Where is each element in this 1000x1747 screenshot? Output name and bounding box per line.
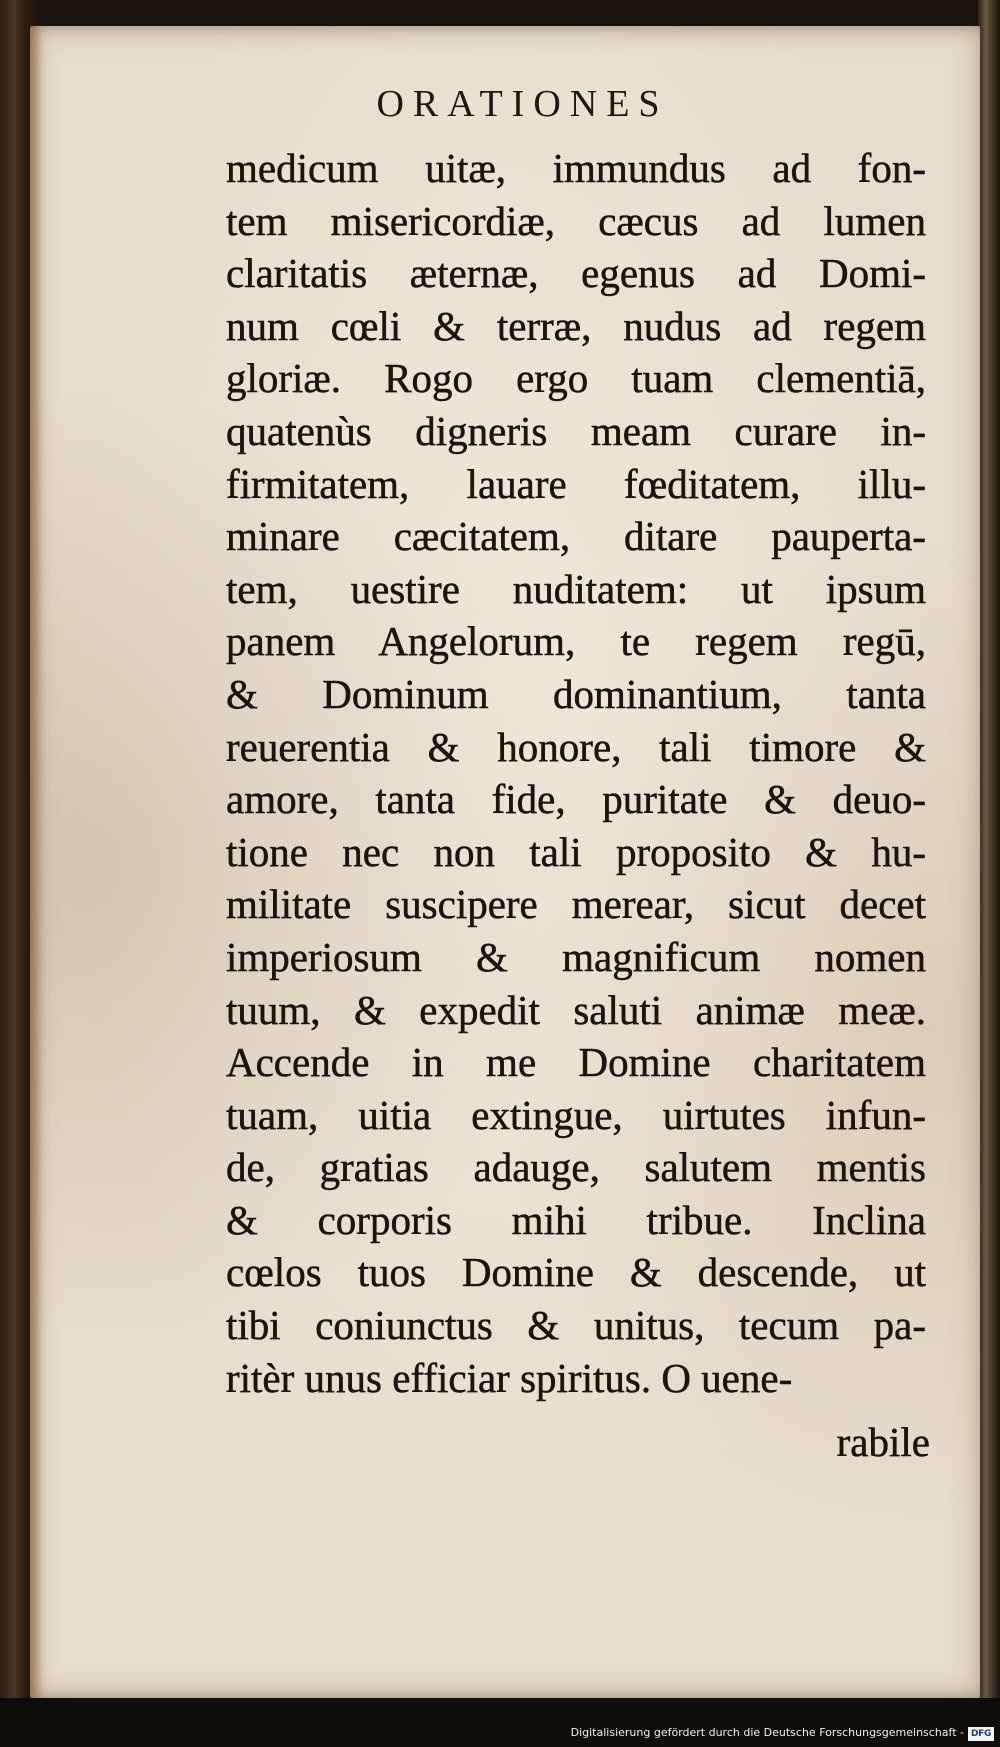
text-line: amore, tanta fide, puritate & deuo- [226, 776, 926, 823]
text-line: medicum uitæ, immundus ad fon- [226, 145, 926, 191]
text-line: tem misericordiæ, cæcus ad lumen [226, 197, 926, 244]
text-line: de, gratias adauge, salutem mentis [226, 1144, 926, 1191]
catchword: rabile [836, 1419, 930, 1465]
page-gutter-shadow [30, 26, 42, 1698]
text-line: firmitatem, lauare fœditatem, illu- [226, 460, 926, 507]
dfg-logo: DFG [968, 1727, 994, 1741]
text-line: tem, uestire nuditatem: ut ipsum [226, 565, 926, 612]
text-line: tuum, & expedit saluti animæ meæ. [226, 986, 926, 1033]
digitization-credit: Digitalisierung gefördert durch die Deutsche Forschungsgemeinschaft - [570, 1726, 964, 1739]
text-line: quatenùs digneris meam curare in- [226, 407, 926, 454]
text-line: tibi coniunctus & unitus, tecum pa- [226, 1302, 926, 1349]
text-line: cœlos tuos Domine & descende, ut [226, 1249, 926, 1296]
text-line: tione nec non tali proposito & hu- [226, 828, 926, 875]
text-line: ritèr unus efficiar spiritus. O uene- [226, 1354, 793, 1401]
page-stack-edge [978, 0, 1000, 1747]
digitization-footer-band [0, 1698, 1000, 1747]
body-text [226, 142, 926, 1404]
text-line: panem Angelorum, te regem regū, [226, 618, 926, 665]
text-line: imperiosum & magnificum nomen [226, 933, 926, 980]
text-line: Accende in me Domine charitatem [226, 1039, 926, 1086]
text-line: reuerentia & honore, tali timore & [226, 723, 926, 770]
text-line: & Dominum dominantium, tanta [226, 670, 926, 717]
text-line: claritatis æternæ, egenus ad Domi- [226, 250, 926, 297]
text-line: & corporis mihi tribue. Inclina [226, 1196, 926, 1243]
text-line: minare cæcitatem, ditare pauperta- [226, 513, 926, 560]
text-line: tuam, uitia extingue, uirtutes infun- [226, 1091, 926, 1138]
text-line: gloriæ. Rogo ergo tuam clementiā, [226, 355, 926, 402]
text-line: num cœli & terræ, nudus ad regem [226, 302, 926, 349]
running-head: ORATIONES [376, 83, 669, 125]
text-line: militate suscipere merear, sicut decet [226, 881, 926, 928]
